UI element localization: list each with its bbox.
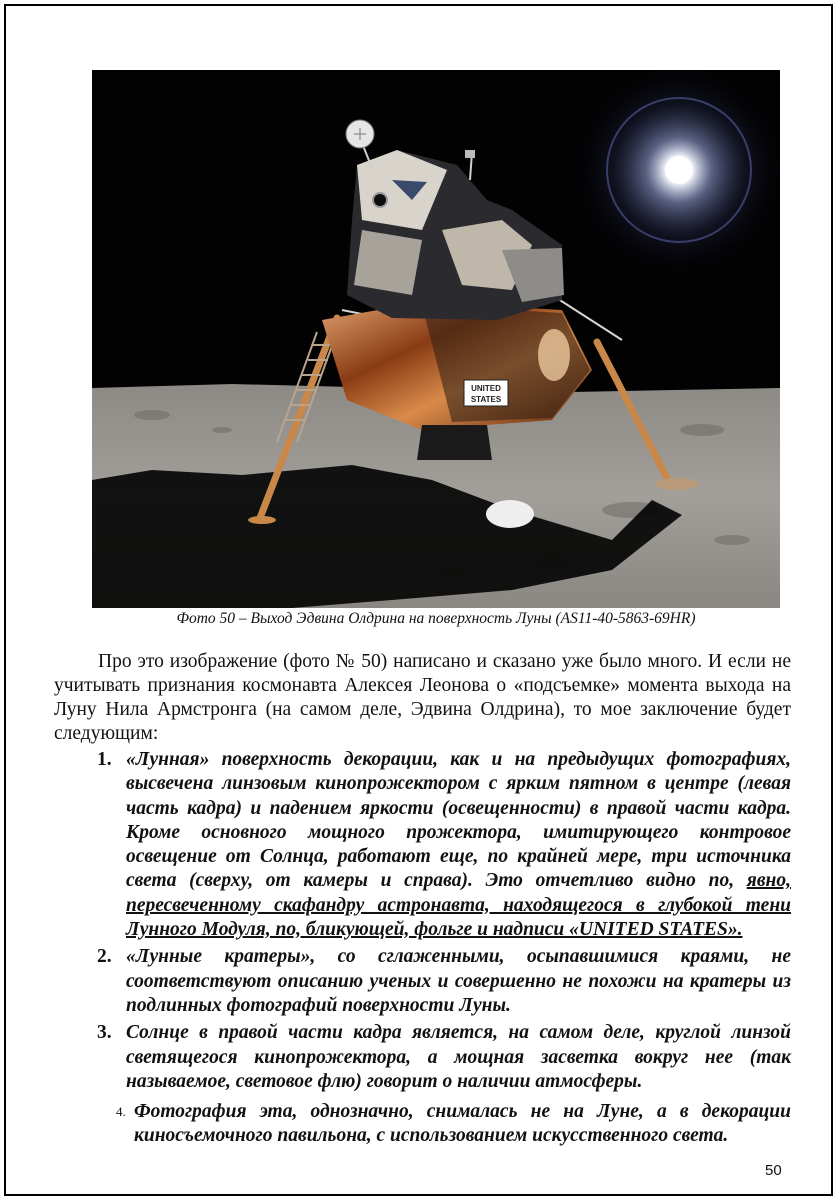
list-item-number: 1. <box>97 749 112 770</box>
list-item <box>54 945 791 1018</box>
intro-paragraph: Про это изображение (фото № 50) написано и сказано уже было много. И если не учитывать признания космонавта Алексея Леонова о «подсъемке» момента выхода на Луну Нила Армстронга (на самом деле, Эдвина Олдрина), то мое заключение будет следующим: <box>54 651 791 744</box>
lunar-module-photo <box>92 70 780 608</box>
module-label-states: STATES <box>470 395 502 404</box>
list-item-number: 2. <box>97 946 112 968</box>
conclusions-list <box>54 748 791 1151</box>
list-item-number: 4. <box>116 1104 126 1120</box>
list-item-underlined-text: явно, пересвеченному скафандру астронавта, находящегося в глубокой тени Лунного Модуля, по, бликующей, фольге и надписи «UNITED STATES». <box>126 870 791 941</box>
module-label-united: UNITED <box>471 384 501 393</box>
list-item-number: 3. <box>97 1022 112 1044</box>
list-item <box>54 1021 791 1094</box>
list-item-text: «Лунные кратеры», со сглаженными, осыпавшимися краями, не соответствуют описанию ученых и совершенно не похожи на кратеры из подлинных фотографий поверхности Луны. <box>126 946 791 1016</box>
page-number: 50 <box>765 1162 782 1179</box>
list-item-text: Фотография эта, однозначно, снималась не на Луне, а в декорации киносъемочного павильона, с использованием искусственного света. <box>134 1101 791 1147</box>
list-item-text: Солнце в правой части кадра является, на самом деле, круглой линзой светящегося кинопрожектора, а мощная засветка вокруг нее (так называемое, световое флю) говорит о наличии атмосферы. <box>126 1022 791 1092</box>
list-item <box>54 748 791 942</box>
photo-caption: Фото 50 – Выход Эдвина Олдрина на поверхность Луны (AS11-40-5863-69HR) <box>176 610 696 627</box>
list-item-text: «Лунная» поверхность декорации, как и на предыдущих фотографиях, высвечена линзовым кинопрожектором с ярким пятном в центре (левая часть кадра) и падением яркости (освещенности) в правой части кадра. Кроме основного мощного прожектора, имитирующего контровое освещение от Солнца, работают еще, по крайней мере, три источника света (сверху, от камеры и справа). Это отчетливо видно по, <box>126 749 791 892</box>
list-item <box>54 1100 791 1148</box>
